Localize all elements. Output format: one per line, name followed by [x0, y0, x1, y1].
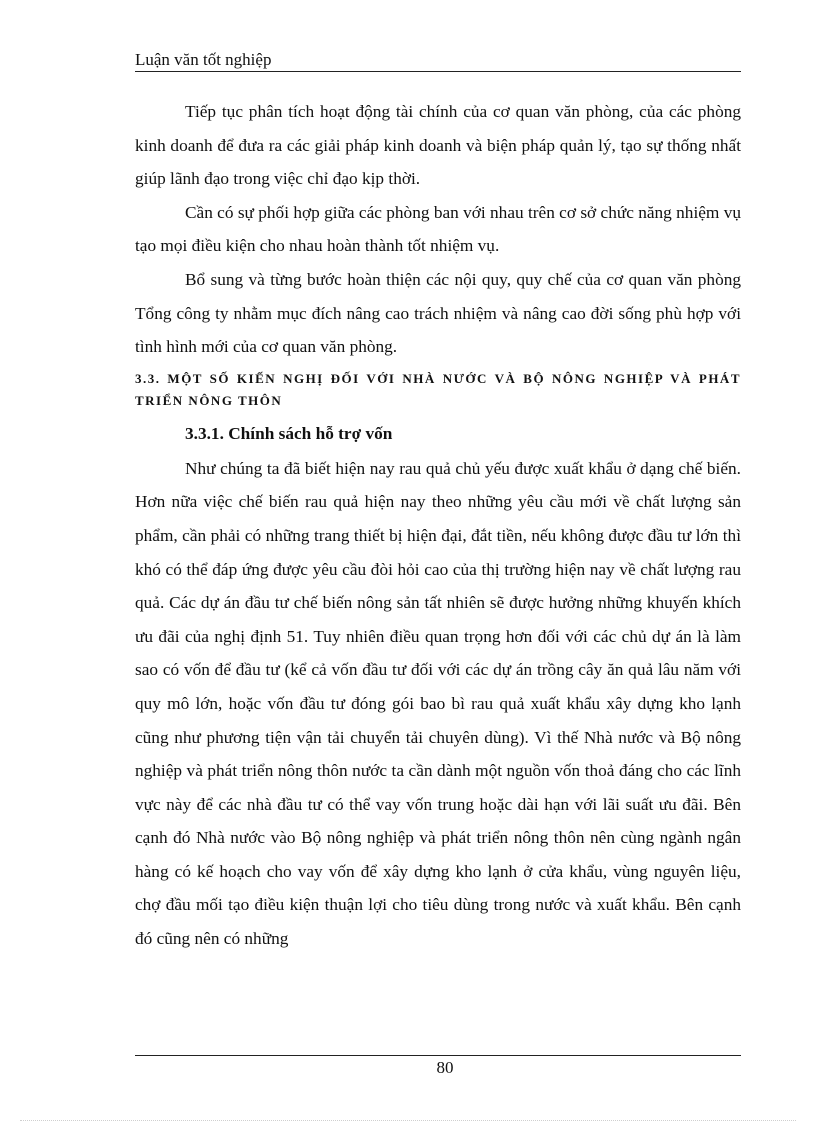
running-header: Luận văn tốt nghiệp [135, 50, 272, 69]
page-edge-dotted-line [20, 1120, 796, 1121]
footer-divider [135, 1055, 741, 1056]
paragraph-financial-analysis: Tiếp tục phân tích hoạt động tài chính của cơ quan văn phòng, của các phòng kinh doanh để đưa ra các giải pháp kinh doanh và biện pháp quản lý, tạo sự thống nhất giúp lãnh đạo trong việc chỉ đạo kịp thời. [135, 102, 741, 189]
page-number: 80 [436, 1058, 454, 1077]
paragraph-coordination: Cần có sự phối hợp giữa các phòng ban với nhau trên cơ sở chức năng nhiệm vụ tạo mọi điều kiện cho nhau hoàn thành tốt nhiệm vụ. [135, 202, 741, 256]
header-divider [135, 71, 741, 72]
paragraph-regulations: Bổ sung và từng bước hoàn thiện các nội quy, quy chế của cơ quan văn phòng Tổng công ty nhằm mục đích nâng cao trách nhiệm và nâng cao đời sống phù hợp với tình hình mới của cơ quan văn phòng. [135, 269, 741, 357]
subsection-heading: 3.3.1. Chính sách hỗ trợ vốn [185, 423, 393, 443]
page-body [135, 95, 741, 956]
paragraph-capital-support: Như chúng ta đã biết hiện nay rau quả chủ yếu được xuất khẩu ở dạng chế biến. Hơn nữa việc chế biến rau quả hiện nay theo những yêu cầu mới về chất lượng sản phẩm, cần phải có những trang thiết bị hiện đại, đắt tiền, nếu không được đầu tư lớn thì khó có thể đáp ứng được yêu cầu đòi hỏi cao của thị trường hiện nay về chất lượng rau quả. Các dự án đầu tư chế biến nông sản tất nhiên sẽ được hưởng những khuyến khích ưu đãi của nghị định 51. Tuy nhiên điều quan trọng hơn đối với các chủ dự án là làm sao có vốn để đầu tư (kể cả vốn đầu tư đối với các dự án trồng cây ăn quả lâu năm với quy mô lớn, hoặc vốn đầu tư đóng gói bao bì rau quả xuất khẩu xây dựng kho lạnh cũng như phương tiện vận tải chuyển tải chuyên dùng). Vì thế Nhà nước và Bộ nông nghiệp và phát triển nông thôn nước ta cần dành một nguồn vốn thoả đáng cho các lĩnh vực này để các nhà đầu tư có thể vay vốn trung hoặc dài hạn với lãi suất ưu đãi. Bên cạnh đó Nhà nước vào Bộ nông nghiệp và phát triển nông thôn nên cùng ngành ngân hàng có kế hoạch cho vay vốn để xây dựng kho lạnh ở cửa khẩu, vùng nguyên liệu, chợ đầu mối tạo điều kiện thuận lợi cho tiêu dùng trong nước và xuất khẩu. Bên cạnh đó cũng nên có những [135, 458, 741, 949]
section-heading: 3.3. MỘT SỐ KIẾN NGHỊ ĐỐI VỚI NHÀ NƯỚC VÀ BỘ NÔNG NGHIỆP VÀ PHÁT TRIỂN NÔNG THÔN [135, 370, 741, 408]
